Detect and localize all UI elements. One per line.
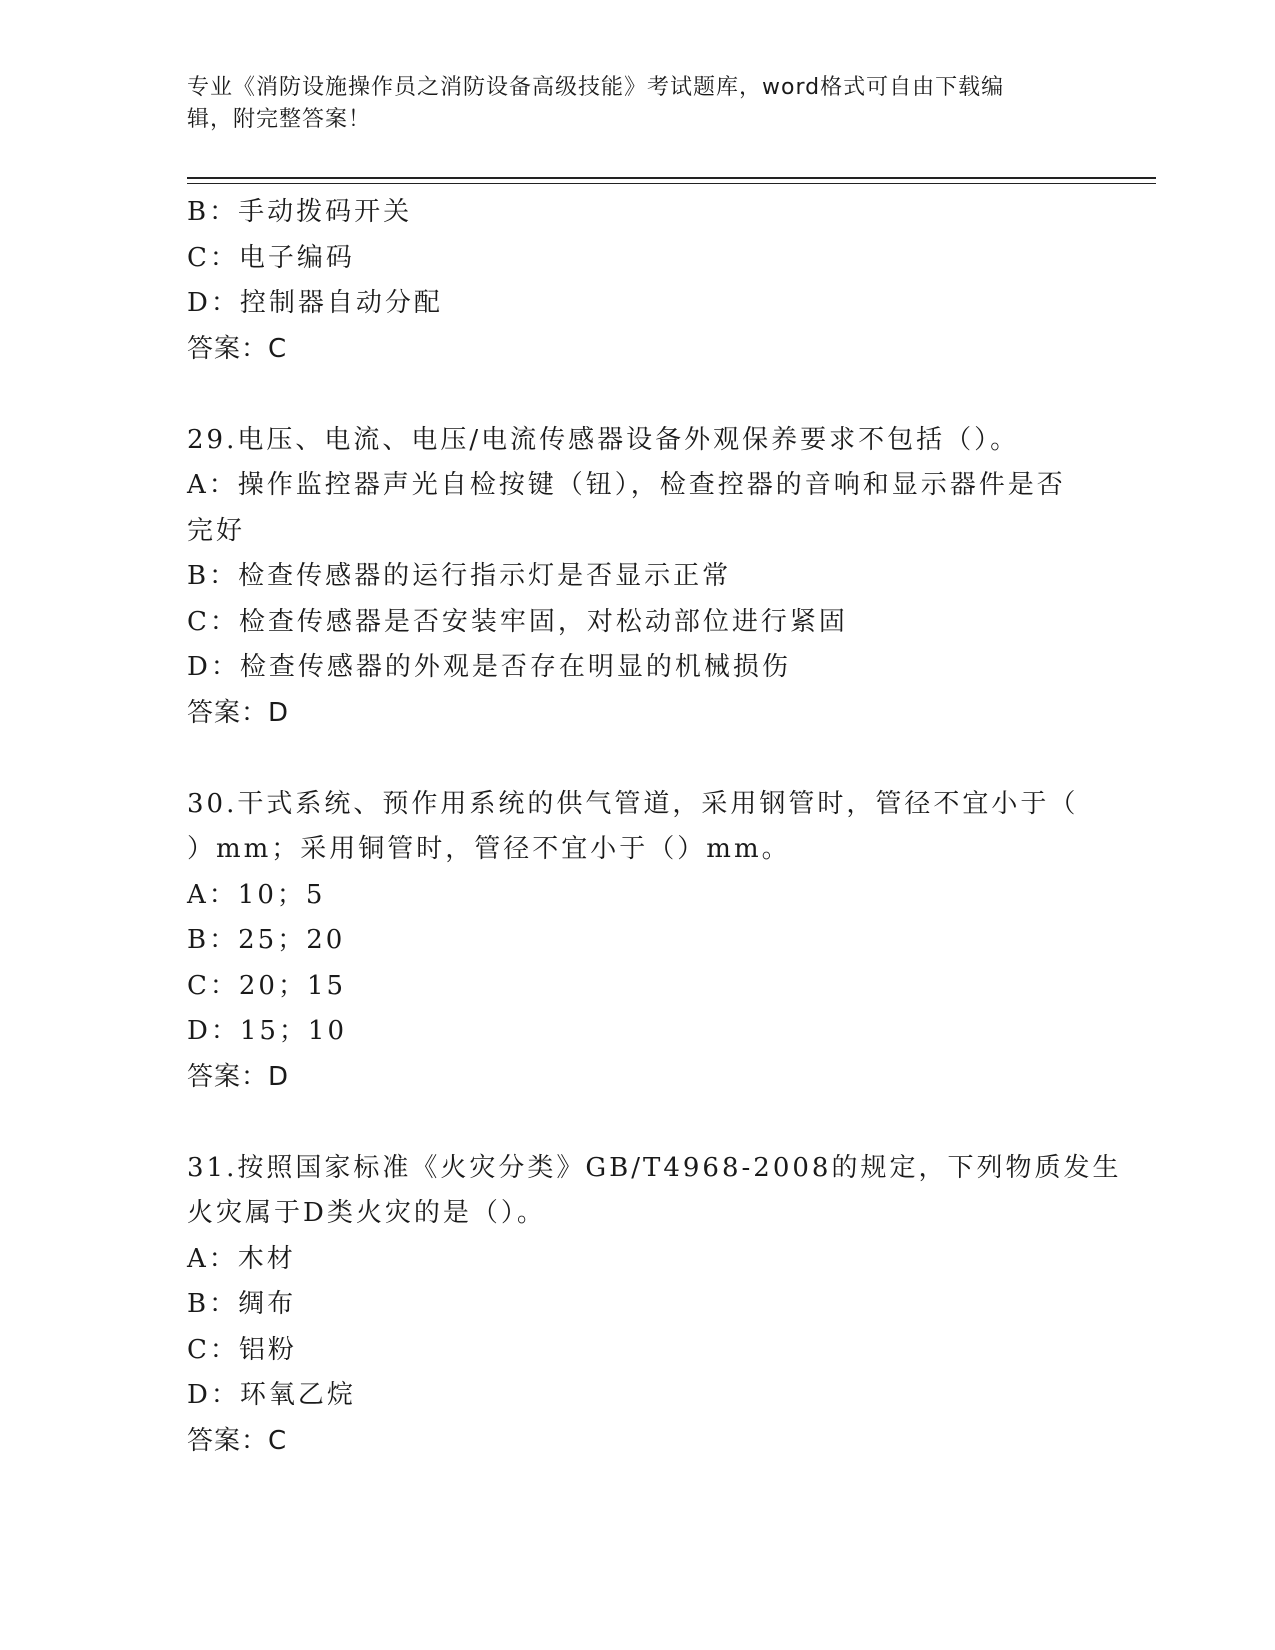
option-b: B：绸布: [187, 1289, 297, 1319]
question-30: [187, 782, 1087, 1101]
option-b: B：25；20: [187, 925, 346, 955]
option-c: C：铝粉: [187, 1334, 297, 1365]
header-line-1: 专业《消防设施操作员之消防设备高级技能》考试题库，word格式可自由下载编: [187, 75, 1005, 100]
option-d: D：环氧乙烷: [187, 1380, 356, 1410]
option-a-continued: 完好: [187, 515, 246, 546]
header-divider-thin: [187, 183, 1156, 184]
option-b: B：检查传感器的运行指示灯是否显示正常: [187, 561, 732, 591]
option-a: A：木材: [187, 1243, 296, 1274]
document-header: [187, 72, 1087, 136]
question-list: [187, 190, 1122, 1464]
option-d: D：控制器自动分配: [187, 288, 443, 318]
option-d: D：15；10: [187, 1016, 348, 1046]
answer-line: 答案：D: [187, 1061, 290, 1092]
header-divider-thick: [187, 177, 1156, 179]
option-c: C：检查传感器是否安装牢固，对松动部位进行紧固: [187, 606, 848, 637]
option-c: C：电子编码: [187, 242, 355, 273]
option-d: D：检查传感器的外观是否存在明显的机械损伤: [187, 652, 791, 682]
question-stem: 30.干式系统、预作用系统的供气管道，采用钢管时，管径不宜小于（: [187, 788, 1079, 819]
question-29: [187, 418, 1087, 737]
question-stem-continued: 火灾属于D类火灾的是（）。: [187, 1198, 546, 1228]
header-line-2: 辑，附完整答案！: [187, 107, 372, 132]
answer-line: 答案：C: [187, 1425, 288, 1456]
question-stem: 31.按照国家标准《火灾分类》GB/T4968-2008的规定，下列物质发生: [187, 1152, 1122, 1183]
option-a: A：10；5: [187, 879, 326, 910]
option-b: B：手动拨码开关: [187, 197, 413, 227]
answer-line: 答案：D: [187, 697, 290, 728]
question-31: [187, 1146, 1122, 1465]
question-stem-continued: ）mm；采用铜管时，管径不宜小于（）mm。: [187, 834, 791, 864]
previous-question-tail: [187, 190, 1087, 372]
option-c: C：20；15: [187, 970, 347, 1001]
option-a: A：操作监控器声光自检按键（钮），检查控器的音响和显示器件是否: [187, 470, 1066, 500]
question-stem: 29.电压、电流、电压/电流传感器设备外观保养要求不包括（）。: [187, 424, 1020, 455]
answer-line: 答案：C: [187, 333, 288, 364]
